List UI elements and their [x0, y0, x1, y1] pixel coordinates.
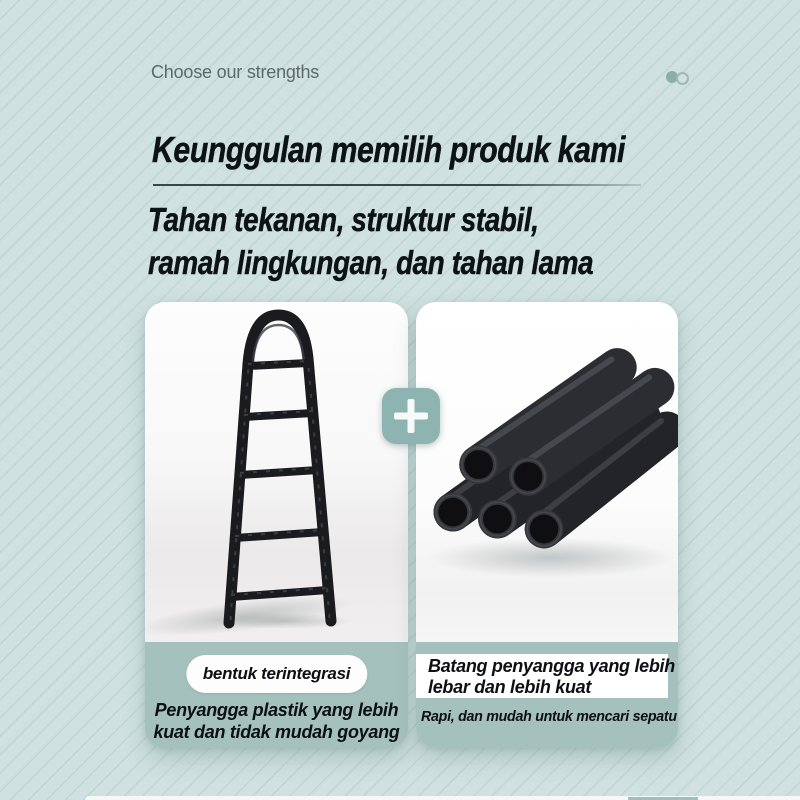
plus-button [382, 388, 440, 444]
plus-icon [394, 413, 428, 420]
left-product-card [145, 302, 408, 748]
right-caption-text: Rapi, dan mudah untuk mencari sepatu [421, 708, 677, 725]
support-tubes-icon [416, 302, 678, 642]
title-divider [153, 184, 641, 186]
banner-title: Keunggulan memilih produk kami [152, 129, 625, 170]
eyebrow-text: Choose our strengths [151, 62, 320, 82]
ladder-frame-icon [145, 302, 408, 642]
outline-circle [676, 72, 689, 85]
highlight-band [416, 654, 675, 698]
highlight-line-1: Batang penyangga yang lebih [428, 656, 675, 676]
support-tubes-image [416, 302, 678, 642]
left-caption-panel [145, 642, 408, 748]
left-caption-text [145, 699, 408, 743]
integrated-form-badge: bentuk terintegrasi [186, 655, 367, 693]
subtitle-line-2: ramah lingkungan, dan tahan lama [148, 244, 594, 281]
left-caption-line-1: Penyangga plastik yang lebih [154, 700, 399, 720]
banner-subtitle [148, 198, 593, 284]
highlight-line-2: lebar dan lebih kuat [428, 677, 592, 697]
right-caption-panel [416, 642, 678, 748]
overlapping-circles-icon [664, 70, 694, 84]
ladder-frame-image [145, 302, 408, 642]
subtitle-line-1: Tahan tekanan, struktur stabil, [148, 201, 539, 238]
right-product-card [416, 302, 678, 748]
next-section-edge [85, 796, 800, 800]
left-caption-line-2: kuat dan tidak mudah goyang [153, 722, 400, 742]
